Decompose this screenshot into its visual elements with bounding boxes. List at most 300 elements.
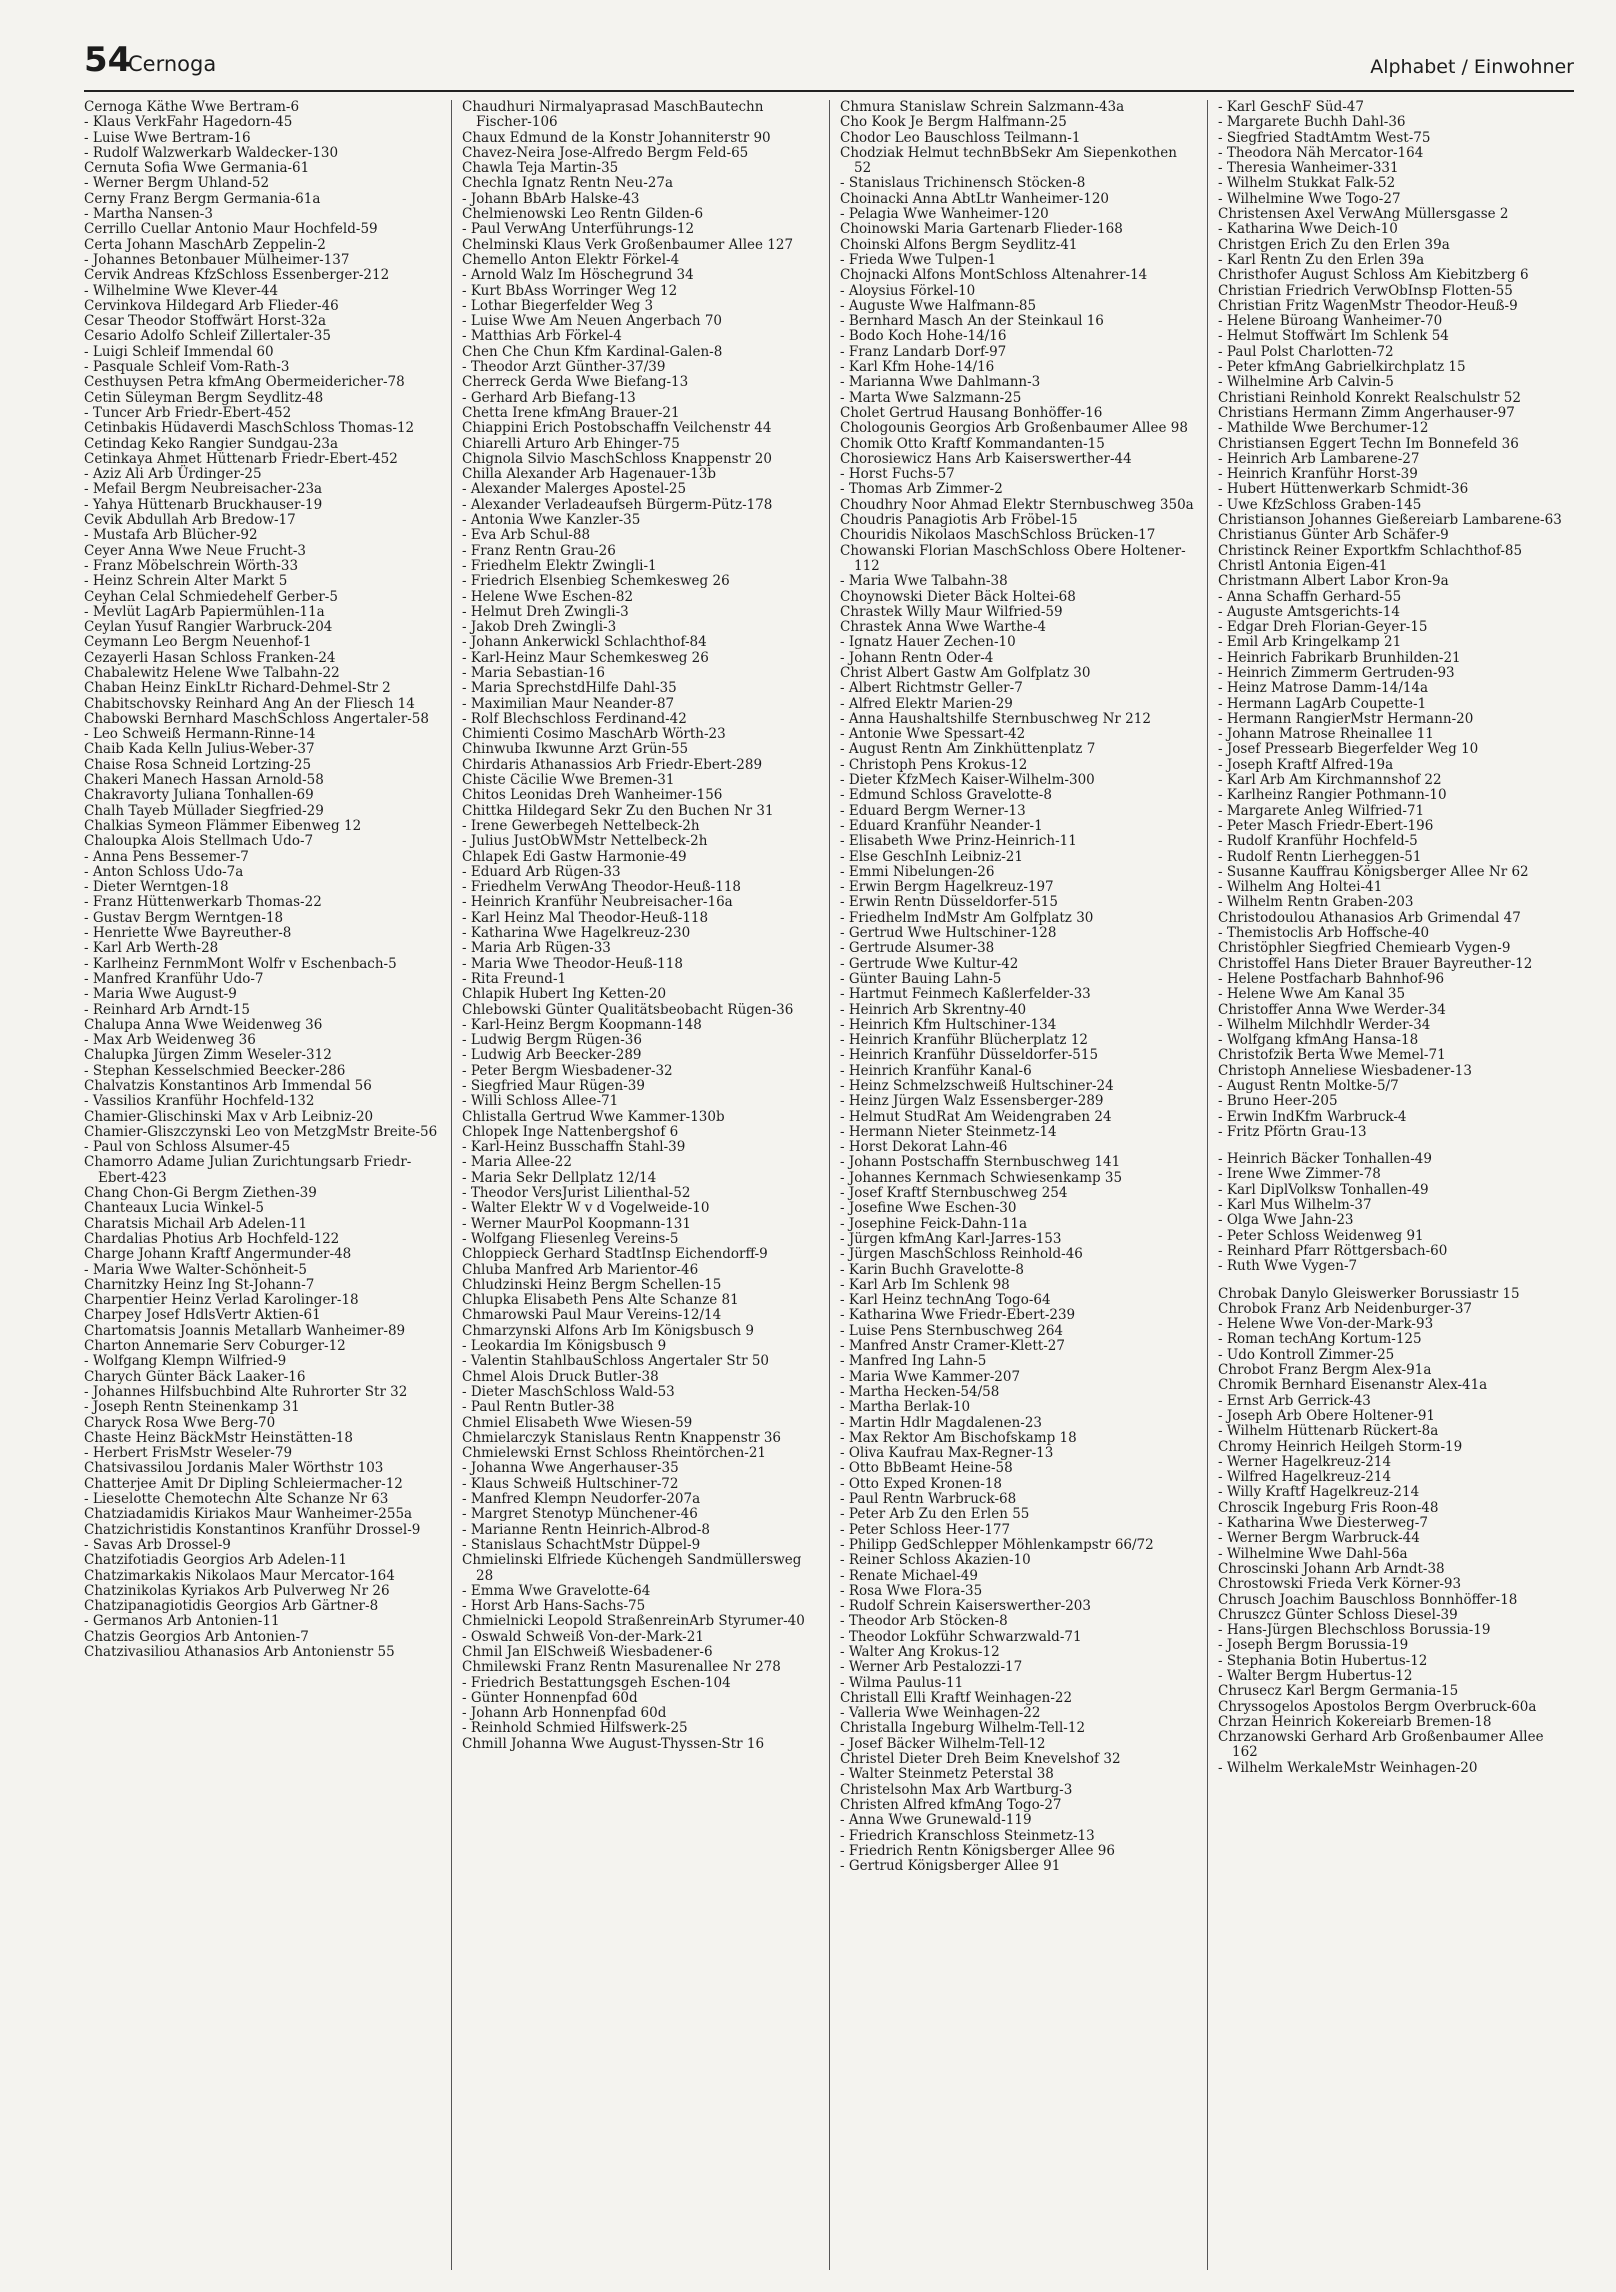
directory-entry: - Willi Schloss Allee-71 [462,1093,619,1110]
running-head-name: Cernoga [128,52,217,76]
directory-entry: Chludzinski Heinz Bergm Schellen-15 [462,1276,722,1293]
directory-entry: - Manfred Klempn Neudorfer-207a [462,1491,701,1508]
directory-entry: - Frieda Wwe Tulpen-1 [840,251,997,268]
directory-entry: Chloppieck Gerhard StadtInsp Eichendorff-9 [462,1246,768,1263]
directory-entry: - Maria Arb Rügen-33 [462,940,611,957]
directory-entry: Chodor Leo Bauschloss Teilmann-1 [840,129,1081,146]
directory-entry: - Reinhard Arb Arndt-15 [84,1001,250,1018]
directory-entry: Ceyhan Celal Schmiedehelf Gerber-5 [84,588,338,605]
directory-entry: - Luise Wwe Bertram-16 [84,129,251,146]
directory-entry: Charpentier Heinz Verlad Karolinger-18 [84,1292,359,1309]
directory-entry: Chojnacki Alfons MontSchloss Altenahrer-14 [840,267,1148,284]
directory-entry: - Ernst Arb Gerrick-43 [1218,1392,1371,1409]
directory-entry: - Wilhelm Hüttenarb Rückert-8a [1218,1423,1439,1440]
directory-entry: - Themistoclis Arb Hoffsche-40 [1218,925,1430,942]
directory-entry: - Hermann Nieter Steinmetz-14 [840,1123,1057,1140]
directory-entry: - Irene Gewerbegeh Nettelbeck-2h [462,817,700,834]
directory-entry: Cho Kook Je Bergm Halfmann-25 [840,114,1067,131]
directory-entry: - Mefail Bergm Neubreisacher-23a [84,481,323,498]
directory-entry: - Heinrich Kranführ Neubreisacher-16a [462,894,733,911]
directory-entry: - Friedhelm Elektr Zwingli-1 [462,557,657,574]
directory-entry: - Josef Kraftf Sternbuschweg 254 [840,1185,1068,1202]
directory-entry: Chamier-Glischinski Max v Arb Leibniz-20 [84,1108,374,1125]
directory-entry: Chatzivasiliou Athanasios Arb Antonienstr 55 [84,1643,395,1660]
directory-entry: - Paul VerwAng Unterführungs-12 [462,221,695,238]
directory-entry: - Heinrich Kranführ Blücherplatz 12 [840,1032,1089,1049]
directory-entry: - Joseph Rentn Steinenkamp 31 [84,1399,300,1416]
directory-entry: - Aloysius Förkel-10 [840,282,976,299]
directory-entry: - Walter Elektr W v d Vogelweide-10 [462,1200,710,1217]
directory-entry: - Heinrich Kfm Hultschiner-134 [840,1016,1057,1033]
directory-entry: Chen Che Chun Kfm Kardinal-Galen-8 [462,343,723,360]
directory-entry: - Karin Buchh Gravelotte-8 [840,1261,1024,1278]
directory-entry: Choinacki Anna AbtLtr Wanheimer-120 [840,190,1110,207]
directory-entry: Chowanski Florian MaschSchloss Obere Holtener-112 [840,542,1186,574]
directory-entry: Chaise Rosa Schneid Lortzing-25 [84,756,312,773]
directory-entry: Chluba Manfred Arb Marientor-46 [462,1261,699,1278]
directory-entry: Charatsis Michail Arb Adelen-11 [84,1215,308,1232]
directory-entry: Christensen Axel VerwAng Müllersgasse 2 [1218,206,1509,223]
directory-entry: Chirdaris Athanassios Arb Friedr-Ebert-289 [462,756,763,773]
directory-entry: - Rudolf Schrein Kaiserswerther-203 [840,1598,1091,1615]
directory-entry: Chorosiewicz Hans Arb Kaiserswerther-44 [840,450,1132,467]
directory-entry: - Werner MaurPol Koopmann-131 [462,1215,691,1232]
directory-entry: - Eva Arb Schul-88 [462,527,591,544]
directory-entry: Chlopek Inge Nattenbergshof 6 [462,1123,679,1140]
directory-entry: - Tuncer Arb Friedr-Ebert-452 [84,404,292,421]
directory-entry: - Antonie Wwe Spessart-42 [840,726,1026,743]
directory-entry: Chang Chon-Gi Bergm Ziethen-39 [84,1185,317,1202]
directory-entry: - Siegfried Maur Rügen-39 [462,1078,645,1094]
directory-entry: - Auguste Wwe Halfmann-85 [840,297,1037,314]
directory-entry: - Bernhard Masch An der Steinkaul 16 [840,313,1104,330]
directory-entry: Chmel Alois Druck Butler-38 [462,1368,659,1385]
directory-entry: - Wilhelm Stukkat Falk-52 [1218,175,1396,192]
directory-entry: - Margarete Buchh Dahl-36 [1218,114,1406,131]
directory-entry: - Luise Pens Sternbuschweg 264 [840,1322,1063,1339]
directory-entry: - Ludwig Bergm Rügen-36 [462,1032,642,1049]
directory-entry: Christgen Erich Zu den Erlen 39a [1218,236,1450,253]
directory-entry: - Martha Hecken-54/58 [840,1383,1000,1400]
directory-entry: Christoph Anneliese Wiesbadener-13 [1218,1062,1472,1079]
directory-entry: Chromy Heinrich Heilgeh Storm-19 [1218,1438,1463,1455]
directory-entry: Christianus Günter Arb Schäfer-9 [1218,527,1449,544]
directory-entry: Charych Günter Bäck Laaker-16 [84,1368,306,1385]
directory-entry: - Peter Masch Friedr-Ebert-196 [1218,817,1434,834]
directory-entry: - Willy Kraftf Hagelkreuz-214 [1218,1484,1420,1501]
directory-entry: - Wolfgang Klempn Wilfried-9 [84,1353,287,1370]
directory-entry: - Karl Heinz Mal Theodor-Heuß-118 [462,909,709,926]
directory-entry: - Joseph Bergm Borussia-19 [1218,1637,1409,1654]
directory-entry: Chamorro Adame Julian Zurichtungsarb Friedr-Ebert-423 [84,1154,412,1186]
directory-entry: - Hubert Hüttenwerkarb Schmidt-36 [1218,481,1469,498]
directory-entry: - Friedhelm IndMstr Am Golfplatz 30 [840,909,1094,926]
directory-entry: - Thomas Arb Zimmer-2 [840,481,1003,498]
directory-entry: - Friedrich Bestattungsgeh Eschen-104 [462,1674,731,1691]
directory-entry: Christofzik Berta Wwe Memel-71 [1218,1047,1446,1064]
directory-entry: - Werner Bergm Warbruck-44 [1218,1530,1420,1547]
directory-entry: Chrusecz Karl Bergm Germania-15 [1218,1683,1459,1700]
directory-entry: - Oswald Schweiß Von-der-Mark-21 [462,1628,704,1645]
directory-entry: - Maria SprechstdHilfe Dahl-35 [462,680,677,697]
directory-entry: - Erwin Rentn Düsseldorfer-515 [840,894,1058,911]
directory-entry: - Friedrich Elsenbieg Schemkesweg 26 [462,573,730,590]
directory-entry: - Albert Richtmstr Geller-7 [840,680,1023,697]
directory-entry: Christian Friedrich VerwObInsp Flotten-55 [1218,282,1513,299]
directory-entry: - Dieter Werntgen-18 [84,879,229,896]
directory-entry: - Friedrich Kranschloss Steinmetz-13 [840,1827,1095,1844]
directory-entry: - Max Rektor Am Bischofskamp 18 [840,1429,1077,1446]
directory-entry: Chrastek Willy Maur Wilfried-59 [840,603,1063,620]
directory-entry: Chmilewski Franz Rentn Masurenallee Nr 278 [462,1659,781,1676]
directory-entry: - Karl Heinz technAng Togo-64 [840,1292,1051,1309]
column-3 [840,100,1195,2280]
directory-entry: - Werner Bergm Uhland-52 [84,175,270,192]
directory-entry: - Ignatz Hauer Zechen-10 [840,634,1016,651]
directory-entry: Christall Elli Kraftf Weinhagen-22 [840,1689,1073,1706]
directory-entry: - Rudolf Kranführ Hochfeld-5 [1218,833,1418,850]
directory-entry: - Hermann LagArb Coupette-1 [1218,695,1427,712]
directory-entry: - Irene Wwe Zimmer-78 [1218,1166,1381,1183]
directory-entry: Chavez-Neira Jose-Alfredo Bergm Feld-65 [462,144,749,161]
directory-entry: - Marianne Rentn Heinrich-Albrod-8 [462,1521,710,1538]
directory-entry: - Emmi Nibelungen-26 [840,863,995,880]
directory-entry: - Theodora Näh Mercator-164 [1218,144,1424,161]
directory-entry: - Heinrich Kranführ Düsseldorfer-515 [840,1047,1099,1064]
directory-entry: Ceymann Leo Bergm Neuenhof-1 [84,634,312,651]
directory-entry: - Germanos Arb Antonien-11 [84,1613,280,1630]
directory-entry: - Luigi Schleif Immendal 60 [84,343,274,360]
directory-entry: Chetta Irene kfmAng Brauer-21 [462,404,680,421]
directory-entry: - Johanna Wwe Angerhauser-35 [462,1460,679,1477]
directory-entry: Christl Antonia Eigen-41 [1218,557,1388,574]
directory-entry: Choynowski Dieter Bäck Holtei-68 [840,588,1076,605]
directory-entry: - Otto BbBeamt Heine-58 [840,1460,1013,1477]
directory-entry: Christodoulou Athanasios Arb Grimendal 47 [1218,909,1521,926]
directory-entry: Cernoga Käthe Wwe Bertram-6 [84,100,300,115]
directory-entry: - Pasquale Schleif Vom-Rath-3 [84,359,290,376]
directory-entry: - Theodor Arb Stöcken-8 [840,1613,1008,1630]
directory-entry: - Emma Wwe Gravelotte-64 [462,1582,651,1599]
directory-entry: - Erwin Bergm Hagelkreuz-197 [840,879,1054,896]
directory-entry: - Karl-Heinz Maur Schemkesweg 26 [462,649,709,666]
directory-entry: Ceyer Anna Wwe Neue Frucht-3 [84,542,306,559]
directory-entry: Christinck Reiner Exportkfm Schlachthof-85 [1218,542,1523,559]
directory-entry: - Helmut Dreh Zwingli-3 [462,603,629,620]
directory-entry: - Aziz Ali Arb Ürdinger-25 [84,466,262,483]
directory-entry: - Johann Rentn Oder-4 [840,649,994,666]
directory-entry: - Maria Allee-22 [462,1154,572,1171]
directory-entry: Cerny Franz Bergm Germania-61a [84,190,321,207]
directory-entry: - Joseph Arb Obere Holtener-91 [1218,1407,1436,1424]
directory-entry: - Ludwig Arb Beecker-289 [462,1047,642,1064]
directory-entry: - Heinrich Bäcker Tonhallen-49 [1218,1151,1432,1168]
directory-entry: Christalla Ingeburg Wilhelm-Tell-12 [840,1720,1086,1737]
directory-entry: - Anna Schaffn Gerhard-55 [1218,588,1402,605]
directory-entry: - Theodor Arzt Günther-37/39 [462,359,666,376]
directory-entry: Cetinkaya Ahmet Hüttenarb Friedr-Ebert-452 [84,450,398,467]
directory-entry: - Karl DiplVolksw Tonhallen-49 [1218,1181,1429,1198]
directory-entry: - Stanislaus Trichinensch Stöcken-8 [840,175,1086,192]
directory-entry: - Jakob Dreh Zwingli-3 [462,619,617,636]
directory-entry: - Johann Postschaffn Sternbuschweg 141 [840,1154,1121,1171]
directory-entry: - Katharina Wwe Diesterweg-7 [1218,1515,1428,1532]
directory-entry: - Valleria Wwe Weinhagen-22 [840,1705,1041,1722]
directory-entry: - Heinrich Kranführ Kanal-6 [840,1062,1032,1079]
directory-entry: Chanteaux Lucia Winkel-5 [84,1200,264,1217]
column-2 [462,100,817,2280]
directory-entry: Christoffer Anna Wwe Werder-34 [1218,1001,1446,1018]
directory-entry: - Walter Ang Krokus-12 [840,1643,1000,1660]
directory-entry: Chrobak Danylo Gleiswerker Borussiastr 15 [1218,1285,1520,1302]
directory-entry: - Wilhelmine Wwe Dahl-56a [1218,1545,1408,1562]
directory-entry: Christhofer August Schloss Am Kiebitzberg 6 [1218,267,1529,284]
header-rule [84,90,1574,92]
directory-entry: Chalupa Anna Wwe Weidenweg 36 [84,1016,323,1033]
directory-entry: Charpey Josef HdlsVertr Aktien-61 [84,1307,321,1324]
directory-entry: - Mustafa Arb Blücher-92 [84,527,258,544]
directory-entry: - Antonia Wwe Kanzler-35 [462,512,641,529]
directory-entry: Chemello Anton Elektr Förkel-4 [462,251,680,268]
directory-entry: - Eduard Arb Rügen-33 [462,863,621,880]
directory-entry: - Horst Fuchs-57 [840,466,955,483]
directory-entry: - Alexander Verladeaufseh Bürgerm-Pütz-178 [462,496,773,513]
directory-entry: Chaban Heinz EinkLtr Richard-Dehmel-Str 2 [84,680,391,697]
directory-entry: Chatzimarkakis Nikolaos Maur Mercator-164 [84,1567,395,1584]
directory-entry: Charton Annemarie Serv Coburger-12 [84,1338,346,1355]
directory-entry: - August Rentn Am Zinkhüttenplatz 7 [840,741,1096,758]
directory-entry: - Rolf Blechschloss Ferdinand-42 [462,710,687,727]
directory-entry: - Matthias Arb Förkel-4 [462,328,622,345]
directory-entry: Chroscinski Johann Arb Arndt-38 [1218,1560,1445,1577]
directory-entry: Chmarzynski Alfons Arb Im Königsbusch 9 [462,1322,754,1339]
directory-entry: - Anna Wwe Grunewald-119 [840,1812,1032,1829]
directory-entry: - Johann Arb Honnenpfad 60d [462,1705,667,1722]
directory-entry: - Philipp GedSchlepper Möhlenkampstr 66/72 [840,1536,1154,1553]
directory-entry: - Olga Wwe Jahn-23 [1218,1212,1354,1229]
directory-entry: - Heinrich Kranführ Horst-39 [1218,466,1418,483]
directory-entry: - Paul Rentn Butler-38 [462,1399,615,1416]
directory-entry: - Karl Arb Im Schlenk 98 [840,1276,1010,1293]
directory-entry: Chlebowski Günter Qualitätsbeobacht Rügen-36 [462,1001,794,1018]
directory-entry: Chaux Edmund de la Konstr Johanniterstr 90 [462,129,771,146]
directory-entry: - Oliva Kaufrau Max-Regner-13 [840,1445,1054,1462]
directory-entry: Cholet Gertrud Hausang Bonhöffer-16 [840,404,1103,421]
directory-entry: - Edmund Schloss Gravelotte-8 [840,787,1052,804]
directory-entry: - Stanislaus SchachtMstr Düppel-9 [462,1536,701,1553]
directory-entry: - Reinhard Pfarr Röttgersbach-60 [1218,1242,1448,1259]
directory-entry: Charge Johann Kraftf Angermunder-48 [84,1246,352,1263]
directory-entry: - Arnold Walz Im Höschegrund 34 [462,267,694,284]
directory-entry: - Heinrich Zimmerm Gertruden-93 [1218,664,1455,681]
directory-entry: - Heinrich Fabrikarb Brunhilden-21 [1218,649,1461,666]
directory-entry: - Hans-Jürgen Blechschloss Borussia-19 [1218,1622,1491,1639]
directory-entry: - Walter Steinmetz Peterstal 38 [840,1766,1054,1783]
directory-entry: - Katharina Wwe Friedr-Ebert-239 [840,1307,1076,1324]
directory-entry: Choinowski Maria Gartenarb Flieder-168 [840,221,1123,238]
directory-entry: - Franz Hüttenwerkarb Thomas-22 [84,894,322,911]
directory-entry: - Wilhelmine Wwe Togo-27 [1218,190,1401,207]
directory-entry: Chaste Heinz BäckMstr Heinstätten-18 [84,1429,353,1446]
directory-entry: - Maria Sebastian-16 [462,664,605,681]
directory-entry: Chlupka Elisabeth Pens Alte Schanze 81 [462,1292,739,1309]
directory-entry: Chechla Ignatz Rentn Neu-27a [462,175,674,192]
directory-entry: - Rudolf Rentn Lierheggen-51 [1218,848,1422,865]
directory-entry: - Edgar Dreh Florian-Geyer-15 [1218,619,1428,636]
directory-entry: - Maria Wwe Talbahn-38 [840,573,1008,590]
directory-entry: Chelminski Klaus Verk Großenbaumer Allee 127 [462,236,794,253]
directory-entry: - Margret Stenotyp Münchener-46 [462,1506,698,1523]
directory-entry: - Alfred Elektr Marien-29 [840,695,1013,712]
directory-entry: Chrostowski Frieda Verk Körner-93 [1218,1576,1462,1593]
directory-entry: - Reiner Schloss Akazien-10 [840,1552,1031,1569]
page-header [84,40,1574,86]
directory-entry: Cesthuysen Petra kfmAng Obermeidericher-78 [84,374,405,391]
directory-entry: Chmielnicki Leopold StraßenreinArb Styrumer-40 [462,1613,805,1630]
directory-entry: Cherreck Gerda Wwe Biefang-13 [462,374,689,391]
directory-entry: - Josef Bäcker Wilhelm-Tell-12 [840,1735,1046,1752]
directory-entry: Christians Hermann Zimm Angerhauser-97 [1218,404,1515,421]
directory-entry: Cezayerli Hasan Schloss Franken-24 [84,649,336,666]
directory-entry: Chiste Cäcilie Wwe Bremen-31 [462,772,675,789]
directory-entry: - Stephania Botin Hubertus-12 [1218,1652,1428,1669]
directory-entry: - Theodor VersJurist Lilienthal-52 [462,1185,691,1202]
directory-entry: Chelmienowski Leo Rentn Gilden-6 [462,206,704,223]
directory-entry: - Franz Landarb Dorf-97 [840,343,1007,360]
directory-entry: - Valentin StahlbauSchloss Angertaler Str 50 [462,1353,770,1370]
directory-entry: - Wilhelm Ang Holtei-41 [1218,879,1383,896]
directory-entry: Christiani Reinhold Konrekt Realschulstr 52 [1218,389,1521,406]
directory-entry: - Eduard Bergm Werner-13 [840,802,1026,819]
directory-entry: Christiansen Eggert Techn Im Bonnefeld 36 [1218,435,1519,452]
directory-entry: - Walter Bergm Hubertus-12 [1218,1667,1413,1684]
directory-entry: - Marta Wwe Salzmann-25 [840,389,1022,406]
directory-entry: - Emil Arb Kringelkamp 21 [1218,634,1402,651]
directory-entry: Cetinbakis Hüdaverdi MaschSchloss Thomas-12 [84,420,415,437]
directory-entry: - Karl Rentn Zu den Erlen 39a [1218,251,1425,268]
directory-entry: Chakeri Manech Hassan Arnold-58 [84,772,324,789]
directory-entry: - Jürgen MaschSchloss Reinhold-46 [840,1246,1083,1263]
directory-entry: - Margarete Anleg Wilfried-71 [1218,802,1425,819]
directory-entry: Chmill Johanna Wwe August-Thyssen-Str 16 [462,1735,765,1752]
directory-entry: - Franz Möbelschrein Wörth-33 [84,557,299,574]
directory-entry: Chimienti Cosimo MaschArb Wörth-23 [462,726,726,743]
directory-entry: Christ Albert Gastw Am Golfplatz 30 [840,664,1091,681]
directory-entry: - Peter Schloss Weidenweg 91 [1218,1227,1424,1244]
directory-entry: - Karl Arb Am Kirchmannshof 22 [1218,772,1442,789]
directory-entry: Charnitzky Heinz Ing St-Johann-7 [84,1276,315,1293]
directory-entry: - Johann BbArb Halske-43 [462,190,640,207]
directory-entry: Chmarowski Paul Maur Vereins-12/14 [462,1307,722,1324]
directory-entry: Chmielarczyk Stanislaus Rentn Knappenstr 36 [462,1429,781,1446]
directory-entry: - Hartmut Feinmech Kaßlerfelder-33 [840,986,1091,1003]
directory-entry: Ceylan Yusuf Rangier Warbruck-204 [84,619,333,636]
directory-entry: Chardalias Photius Arb Hochfeld-122 [84,1230,340,1247]
directory-entry: Chaudhuri Nirmalyaprasad MaschBautechn Fischer-106 [462,100,764,131]
directory-entry: - Marianna Wwe Dahlmann-3 [840,374,1041,391]
directory-entry: Chabitschovsky Reinhard Ang An der Fliesch 14 [84,695,415,712]
directory-entry: - Maria Wwe Walter-Schönheit-5 [84,1261,307,1278]
directory-entry: - Maximilian Maur Neander-87 [462,695,675,712]
directory-entry: - Alexander Malerges Apostel-25 [462,481,687,498]
directory-entry: - Leo Schweiß Hermann-Rinne-14 [84,726,316,743]
directory-entry: - Helmut StudRat Am Weidengraben 24 [840,1108,1112,1125]
directory-entry: Chawla Teja Martin-35 [462,160,619,177]
directory-entry: Chatziadamidis Kiriakos Maur Wanheimer-255a [84,1506,413,1523]
directory-entry: Christianson Johannes Gießereiarb Lambarene-63 [1218,512,1562,529]
directory-entry: - Karl GeschF Süd-47 [1218,100,1364,115]
directory-entry: - Siegfried StadtAmtm West-75 [1218,129,1431,146]
directory-entry: Chlistalla Gertrud Wwe Kammer-130b [462,1108,725,1125]
column-divider [451,100,452,2270]
directory-entry: - Rosa Wwe Flora-35 [840,1582,983,1599]
directory-entry: - Rita Freund-1 [462,970,567,987]
directory-entry: - Manfred Kranführ Udo-7 [84,970,264,987]
page-number: 54 [84,40,132,80]
directory-entry: - Mevlüt LagArb Papiermühlen-11a [84,603,325,620]
directory-entry: - Otto Exped Kronen-18 [840,1475,1003,1492]
directory-entry: Cevik Abdullah Arb Bredow-17 [84,512,296,529]
directory-entry: - Anton Schloss Udo-7a [84,863,244,880]
directory-entry: Chrzanowski Gerhard Arb Großenbaumer Allee 162 [1218,1729,1544,1761]
directory-entry: Chabalewitz Helene Wwe Talbahn-22 [84,664,340,681]
directory-entry: - Karl-Heinz Bergm Koopmann-148 [462,1016,702,1033]
directory-entry: - Lieselotte Chemotechn Alte Schanze Nr 63 [84,1491,389,1508]
directory-entry: - Max Arb Weidenweg 36 [84,1032,256,1049]
directory-entry: - Maria Wwe Kammer-207 [840,1368,1021,1385]
directory-entry: - Ruth Wwe Vygen-7 [1218,1258,1358,1275]
directory-entry: - Johannes Kernmach Schwiesenkamp 35 [840,1169,1123,1186]
directory-entry: - Josefine Wwe Eschen-30 [840,1200,1017,1217]
directory-entry: Christian Fritz WagenMstr Theodor-Heuß-9 [1218,297,1518,314]
directory-entry: Choudhry Noor Ahmad Elektr Sternbuschweg 350a [840,496,1194,513]
directory-entry: Cetindag Keko Rangier Sundgau-23a [84,435,339,452]
directory-entry: - Manfred Ing Lahn-5 [840,1353,987,1370]
directory-entry: - Werner Arb Pestalozzi-17 [840,1659,1023,1676]
directory-entry: - Peter Arb Zu den Erlen 55 [840,1506,1030,1523]
directory-entry: Chatzipanagiotidis Georgios Arb Gärtner-8 [84,1598,379,1615]
directory-entry: - Else GeschInh Leibniz-21 [840,848,1023,865]
directory-entry: - Fritz Pförtn Grau-13 [1218,1123,1367,1140]
directory-entry: - Roman techAng Kortum-125 [1218,1331,1422,1348]
directory-entry: Chatsivassilou Jordanis Maler Wörthstr 103 [84,1460,384,1477]
directory-entry: - Uwe KfzSchloss Graben-145 [1218,496,1422,513]
directory-entry: - Helene Wwe Am Kanal 35 [1218,986,1406,1003]
directory-entry: - Dieter KfzMech Kaiser-Wilhelm-300 [840,772,1095,789]
directory-entry: Chinwuba Ikwunne Arzt Grün-55 [462,741,689,758]
directory-entry: Chrobok Franz Arb Neidenburger-37 [1218,1300,1473,1317]
directory-entry: Chmielinski Elfriede Küchengeh Sandmüllersweg 28 [462,1552,802,1584]
directory-entry: - Karl Mus Wilhelm-37 [1218,1197,1372,1214]
directory-entry: - Joseph Kraftf Alfred-19a [1218,756,1394,773]
directory-entry: - Susanne Kauffrau Königsberger Allee Nr 62 [1218,863,1529,880]
directory-entry: - Helene Postfacharb Bahnhof-96 [1218,970,1445,987]
directory-entry: - Karl Kfm Hohe-14/16 [840,359,995,376]
directory-entry: Christmann Albert Labor Kron-9a [1218,573,1449,590]
directory-entry: - Johann Matrose Rheinallee 11 [1218,726,1434,743]
directory-entry: - Paul Rentn Warbruck-68 [840,1491,1017,1508]
directory-entry: - Renate Michael-49 [840,1567,978,1584]
directory-entry: Chatterjee Amit Dr Dipling Schleiermacher-12 [84,1475,403,1492]
column-divider [829,100,830,2270]
directory-entry: - Manfred Anstr Cramer-Klett-27 [840,1338,1065,1355]
directory-entry: - Maria Wwe Theodor-Heuß-118 [462,955,683,972]
directory-entry: - Josef Pressearb Biegerfelder Weg 10 [1218,741,1479,758]
directory-entry: - Josephine Feick-Dahn-11a [840,1215,1027,1232]
directory-entry: Cervinkova Hildegard Arb Flieder-46 [84,297,339,314]
directory-entry: - Gertrude Alsumer-38 [840,940,995,957]
directory-entry: Christel Dieter Dreh Beim Knevelshof 32 [840,1751,1121,1768]
